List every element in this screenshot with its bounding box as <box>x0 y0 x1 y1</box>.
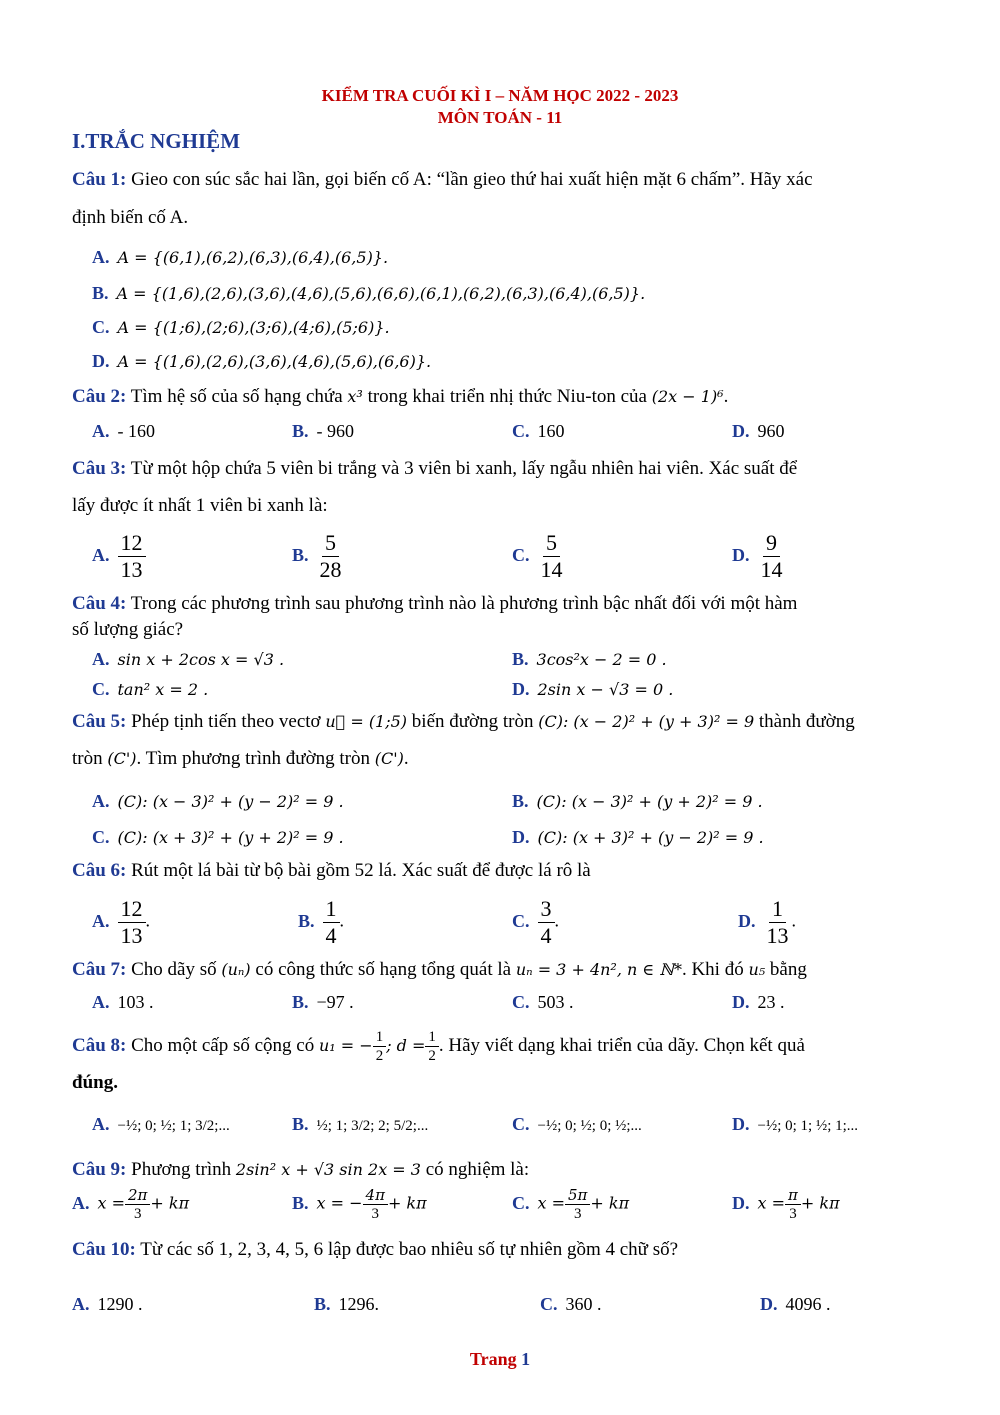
question-8: Câu 8: Cho một cấp số cộng có u₁ = − $\frac{1}{2}$ ; d = $\frac{1}{2}$ . Hãy viết dạng khai triển của dãy. Chọn kết quả <box>72 1029 805 1064</box>
exam-title: KIỂM TRA CUỐI KÌ I – NĂM HỌC 2022 - 2023 <box>321 86 679 105</box>
q10-option-b[interactable]: B. 1296. <box>314 1294 380 1314</box>
fraction: $\frac{5}{14}$ <box>540 530 563 582</box>
q8-option-a[interactable]: A. −½; 0; ½; 1; 3/2;... <box>92 1114 230 1134</box>
question-6: Câu 6: Rút một lá bài từ bộ bài gồm 52 lá. Xác suất để được lá rô là <box>72 860 591 881</box>
q6-option-d[interactable]: D. $\frac{1}{13}$ . <box>738 896 796 948</box>
q10-option-c[interactable]: C. 360 . <box>540 1294 602 1314</box>
fraction: $\frac{9}{14}$ <box>760 530 783 582</box>
question-5-line-2: tròn (C'). Tìm phương trình đường tròn (C'). <box>72 748 409 769</box>
q1-option-d[interactable]: D. A = {(1,6),(2,6),(3,6),(4,6),(5,6),(6,6)}. <box>92 351 432 371</box>
question-7: Câu 7: Cho dãy số (uₙ) có công thức số hạng tổng quát là uₙ = 3 + 4n², n ∈ ℕ*. Khi đó u₅ bằng <box>72 959 807 980</box>
fraction: $\frac{5}{28}$ <box>319 530 342 582</box>
q1-option-c[interactable]: C. A = {(1;6),(2;6),(3;6),(4;6),(5;6)}. <box>92 317 390 337</box>
question-label: Câu 1: <box>72 169 127 190</box>
q9-option-c[interactable]: C. x = $\frac{5\pi}{3}$ + kπ <box>512 1186 630 1222</box>
q6-option-c[interactable]: C. $\frac{3}{4}$ . <box>512 896 559 948</box>
q9-option-a[interactable]: A. x = $\frac{2\pi}{3}$ + kπ <box>72 1186 190 1222</box>
q4-option-a[interactable]: A. sin x + 2cos x = √3 . <box>92 649 285 669</box>
fraction: $\frac{12}{13}$ <box>118 896 146 949</box>
q5-option-b[interactable]: B. (C): (x − 3)² + (y + 2)² = 9 . <box>512 791 763 811</box>
q2-option-d[interactable]: D. 960 <box>732 421 785 441</box>
q8-option-b[interactable]: B. ½; 1; 3/2; 2; 5/2;... <box>292 1114 429 1134</box>
fraction: $\frac{1}{2}$ <box>425 1028 439 1065</box>
question-4-line-2: số lượng giác? <box>72 619 184 640</box>
q9-option-b[interactable]: B. x = − $\frac{4\pi}{3}$ + kπ <box>292 1186 427 1222</box>
question-9: Câu 9: Phương trình 2sin² x + √3 sin 2x = 3 có nghiệm là: <box>72 1159 530 1180</box>
q3-option-a[interactable]: A. $\frac{12}{13}$ <box>92 530 146 583</box>
page-footer <box>0 1349 1000 1370</box>
fraction: $\frac{1}{13}$ <box>766 896 789 948</box>
q1-option-a[interactable]: A. A = {(6,1),(6,2),(6,3),(6,4),(6,5)}. <box>92 247 389 267</box>
q3-option-c[interactable]: C. $\frac{5}{14}$ <box>512 530 566 583</box>
question-5: Câu 5: Phép tịnh tiến theo vectơ u⃗ = (1;5) biến đường tròn (C): (x − 2)² + (y + 3)² = 9 thành đường <box>72 711 855 732</box>
exam-subject: MÔN TOÁN - 11 <box>437 108 563 127</box>
question-8-line-2: đúng. <box>72 1072 118 1093</box>
question-1-line-2: định biến cố A. <box>72 207 189 228</box>
section-title: I.TRẮC NGHIỆM <box>72 129 241 153</box>
q2-option-c[interactable]: C. 160 <box>512 421 565 441</box>
question-3-line-2: lấy được ít nhất 1 viên bi xanh là: <box>72 495 328 516</box>
fraction: $\frac{12}{13}$ <box>118 530 146 583</box>
fraction: $\frac{4\pi}{3}$ <box>363 1186 388 1223</box>
q3-option-d[interactable]: D. $\frac{9}{14}$ <box>732 530 786 583</box>
q6-option-a[interactable]: A. $\frac{12}{13}$ . <box>92 896 150 948</box>
q2-option-b[interactable]: B. - 960 <box>292 421 355 441</box>
q8-option-c[interactable]: C. −½; 0; ½; 0; ½;... <box>512 1114 642 1134</box>
q7-option-d[interactable]: D. 23 . <box>732 992 785 1012</box>
footer-word: Trang <box>469 1349 517 1369</box>
question-1: Câu 1: Gieo con súc sắc hai lần, gọi biến cố A: “lần gieo thứ hai xuất hiện mặt 6 chấm”. Hãy xác <box>72 169 813 190</box>
q7-option-b[interactable]: B. −97 . <box>292 992 354 1012</box>
q9-option-d[interactable]: D. x = $\frac{\pi}{3}$ + kπ <box>732 1186 840 1222</box>
q10-option-d[interactable]: D. 4096 . <box>760 1294 831 1314</box>
q2-option-a[interactable]: A. - 160 <box>92 421 155 441</box>
q10-option-a[interactable]: A. 1290 . <box>72 1294 143 1314</box>
fraction: $\frac{\pi}{3}$ <box>785 1186 801 1223</box>
fraction: $\frac{3}{4}$ <box>538 896 555 949</box>
q8-option-d[interactable]: D. −½; 0; 1; ½; 1;... <box>732 1114 859 1134</box>
page-number: 1 <box>521 1349 531 1369</box>
fraction: $\frac{2\pi}{3}$ <box>125 1186 150 1223</box>
q1-option-b[interactable]: B. A = {(1,6),(2,6),(3,6),(4,6),(5,6),(6,6),(6,1),(6,2),(6,3),(6,4),(6,5)}. <box>92 283 646 303</box>
q6-option-b[interactable]: B. $\frac{1}{4}$ . <box>298 896 345 948</box>
question-2: Câu 2: Tìm hệ số của số hạng chứa x³ trong khai triển nhị thức Niu-ton của (2x − 1)⁶. <box>72 386 729 407</box>
q4-option-b[interactable]: B. 3cos²x − 2 = 0 . <box>512 649 667 669</box>
question-3: Câu 3: Từ một hộp chứa 5 viên bi trắng và 3 viên bi xanh, lấy ngẫu nhiên hai viên. Xác suất để <box>72 458 798 479</box>
question-10: Câu 10: Từ các số 1, 2, 3, 4, 5, 6 lập được bao nhiêu số tự nhiên gồm 4 chữ số? <box>72 1239 679 1260</box>
q4-option-d[interactable]: D. 2sin x − √3 = 0 . <box>512 679 674 699</box>
q5-option-c[interactable]: C. (C): (x + 3)² + (y + 2)² = 9 . <box>92 827 344 847</box>
q7-option-c[interactable]: C. 503 . <box>512 992 574 1012</box>
q4-option-c[interactable]: C. tan² x = 2 . <box>92 679 209 699</box>
fraction: $\frac{1}{4}$ <box>323 896 340 949</box>
q3-option-b[interactable]: B. $\frac{5}{28}$ <box>292 530 345 583</box>
q7-option-a[interactable]: A. 103 . <box>92 992 154 1012</box>
q5-option-d[interactable]: D. (C): (x + 3)² + (y − 2)² = 9 . <box>512 827 764 847</box>
fraction: $\frac{5\pi}{3}$ <box>565 1186 590 1223</box>
question-4: Câu 4: Trong các phương trình sau phương trình nào là phương trình bậc nhất đối với một hàm <box>72 593 798 614</box>
fraction: $\frac{1}{2}$ <box>373 1028 387 1065</box>
q5-option-a[interactable]: A. (C): (x − 3)² + (y − 2)² = 9 . <box>92 791 344 811</box>
